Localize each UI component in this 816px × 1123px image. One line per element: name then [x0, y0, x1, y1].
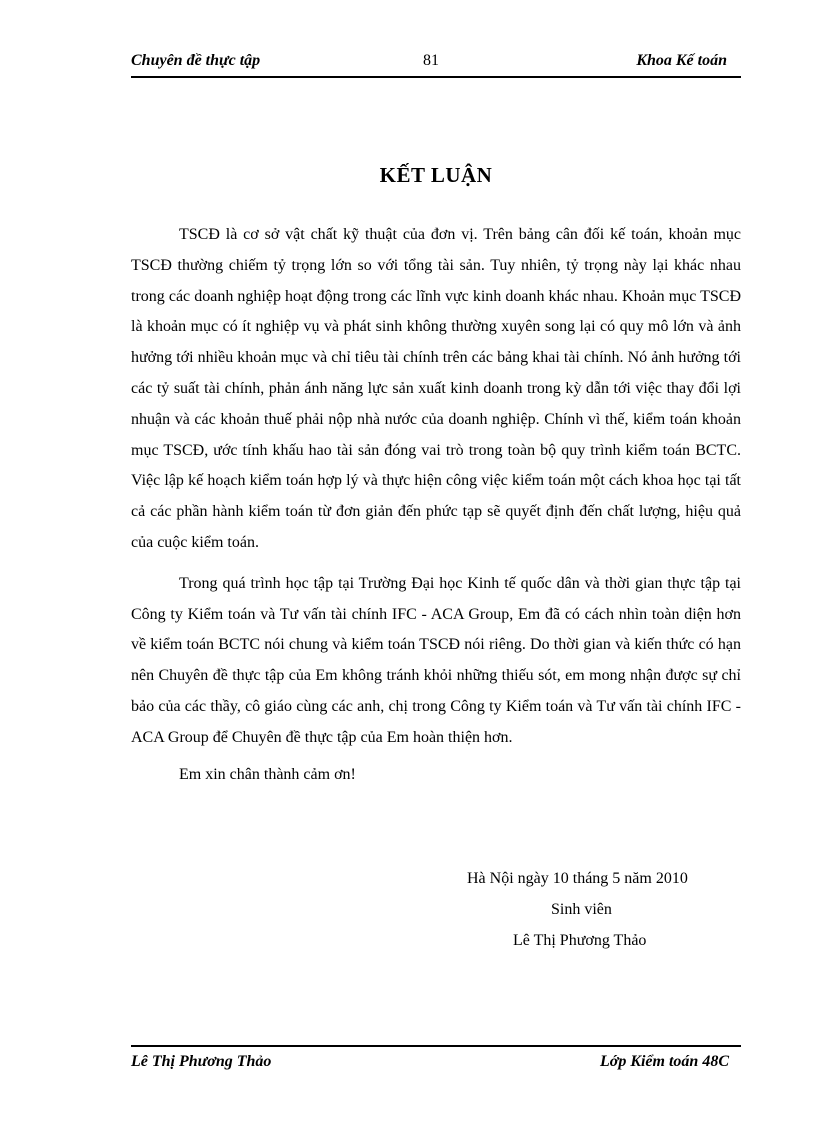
page-header	[131, 50, 741, 78]
page-number: 81	[423, 52, 439, 69]
page-footer	[131, 1045, 741, 1077]
signature-name: Lê Thị Phương Thảo	[513, 932, 647, 949]
paragraph: Trong quá trình học tập tại Trường Đại học Kinh tế quốc dân và thời gian thực tập tại Công ty Kiểm toán và Tư vấn tài chính IFC - ACA Group, Em đã có cách nhìn toàn diện hơn về kiểm toán BCTC nói chung và kiểm toán TSCĐ nói riêng. Do thời gian và kiến thức có hạn nên Chuyên đề thực tập của Em không tránh khỏi những thiếu sót, em mong nhận được sự chỉ bảo của các thầy, cô giáo cùng các anh, chị trong Công ty Kiểm toán và Tư vấn tài chính IFC - ACA Group để Chuyên đề thực tập của Em hoàn thiện hơn.	[131, 574, 741, 746]
page-title: KẾT LUẬN	[379, 163, 493, 187]
signature-role: Sinh viên	[551, 901, 612, 918]
paragraph: Em xin chân thành cảm ơn!	[179, 765, 356, 783]
paragraph: TSCĐ là cơ sở vật chất kỹ thuật của đơn vị. Trên bảng cân đối kế toán, khoản mục TSCĐ thường chiếm tỷ trọng lớn so với tổng tài sản. Tuy nhiên, tỷ trọng này lại khác nhau trong các doanh nghiệp hoạt động trong các lĩnh vực kinh doanh khác nhau. Khoản mục TSCĐ là khoản mục có ít nghiệp vụ và phát sinh không thường xuyên song lại có quy mô lớn và ảnh hưởng tới nhiều khoản mục và chỉ tiêu tài chính trên các bảng khai tài chính. Nó ảnh hưởng tới các tỷ suất tài chính, phản ánh năng lực sản xuất kinh doanh trong kỳ dẫn tới việc thay đổi lợi nhuận và các khoản thuế phải nộp nhà nước của doanh nghiệp. Chính vì thế, kiểm toán khoản mục TSCĐ, ước tính khấu hao tài sản đóng vai trò trong toàn bộ quy trình kiểm toán BCTC. Việc lập kế hoạch kiểm toán hợp lý và thực hiện công việc kiểm toán một cách khoa học tại tất cả các phần hành kiểm toán từ đơn giản đến phức tạp sẽ quyết định đến chất lượng, hiệu quả của cuộc kiểm toán.	[131, 226, 741, 551]
footer-class: Lớp Kiểm toán 48C	[599, 1053, 729, 1070]
footer-author: Lê Thị Phương Thảo	[131, 1053, 272, 1070]
header-department: Khoa Kế toán	[636, 52, 727, 69]
header-document-type: Chuyên đề thực tập	[131, 52, 261, 69]
signature-date: Hà Nội ngày 10 tháng 5 năm 2010	[467, 870, 688, 887]
document-body	[131, 220, 741, 790]
